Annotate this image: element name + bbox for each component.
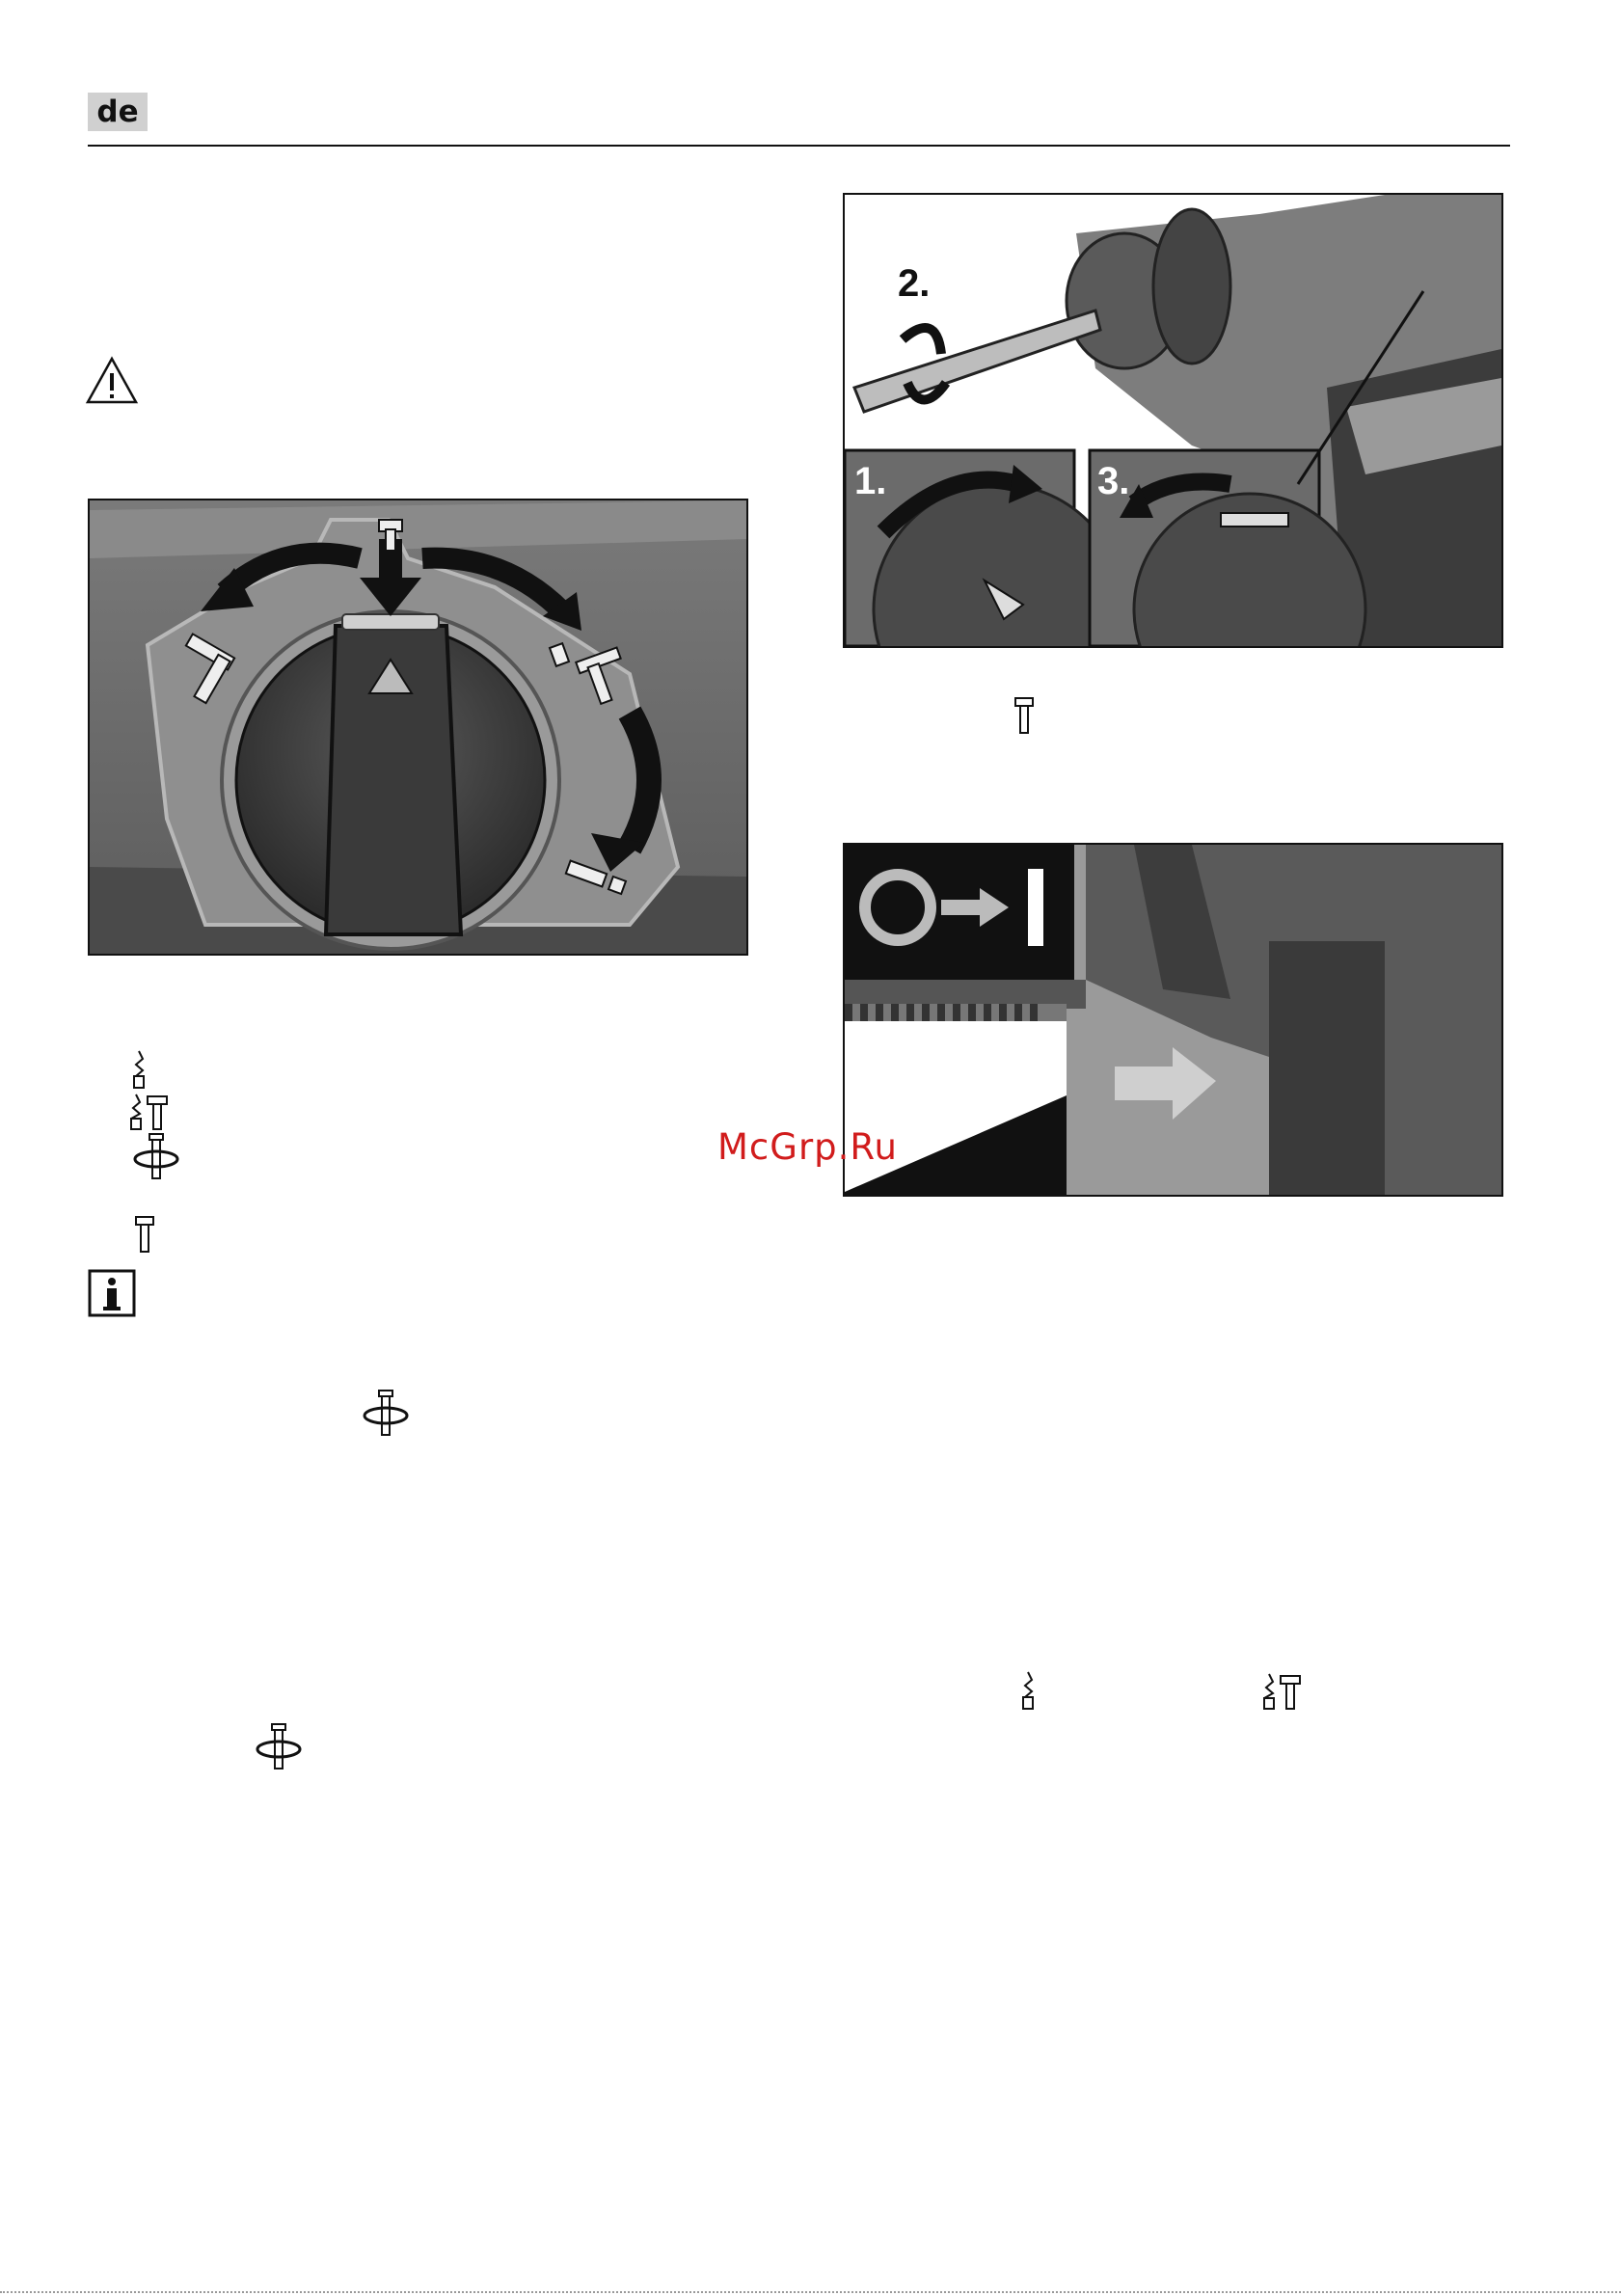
header-rule (88, 145, 1510, 147)
on-off-switch-figure (843, 843, 1503, 1197)
hammer-drill-mode-icon (1261, 1672, 1302, 1711)
chisel-adjust-icon (362, 1389, 410, 1437)
chisel-adjust-icon (132, 1132, 180, 1180)
mode-selector-dial-illustration (90, 500, 746, 954)
step-label-3: 3. (1097, 460, 1130, 502)
warning-triangle-icon (85, 356, 139, 406)
page-bottom-edge (0, 2291, 1621, 2295)
mode-selector-dial-figure (88, 499, 748, 956)
chisel-mode-icon (134, 1215, 155, 1254)
drill-mode-icon (1020, 1670, 1036, 1711)
info-icon (88, 1269, 136, 1317)
step-label-2: 2. (898, 262, 931, 305)
chisel-adjustment-illustration (845, 195, 1501, 646)
chisel-adjust-icon (255, 1722, 303, 1770)
on-off-switch-illustration (845, 845, 1501, 1195)
language-tab: de (88, 93, 148, 131)
drill-mode-icon (131, 1049, 147, 1090)
chisel-mode-icon (1013, 696, 1035, 735)
hammer-drill-mode-icon (128, 1093, 169, 1131)
chisel-adjustment-figure (843, 193, 1503, 648)
step-label-1: 1. (854, 460, 887, 502)
watermark: McGrp.Ru (717, 1126, 898, 1168)
